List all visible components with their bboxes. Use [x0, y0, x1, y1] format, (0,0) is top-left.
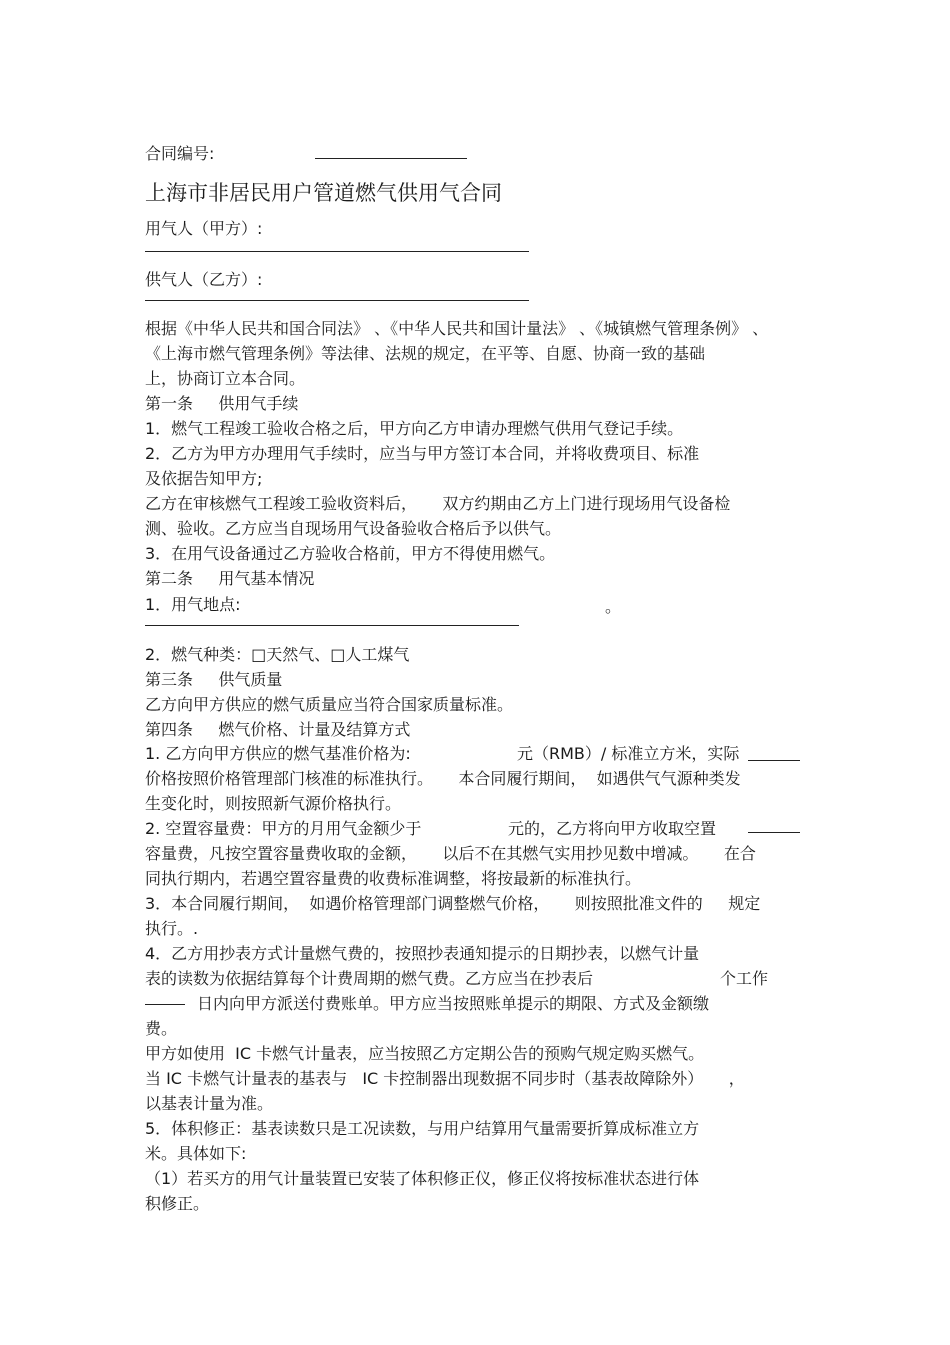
- workday-blank: [145, 1004, 185, 1005]
- paragraph-line: 测、验收。乙方应当自现场用气设备验收合格后予以供气。: [145, 519, 562, 538]
- paragraph-line: 价格按照价格管理部门核准的标准执行。 本合同履行期间， 如遇供气气源种类发: [145, 769, 741, 788]
- party-b-label: 供气人（乙方）:: [145, 270, 263, 289]
- paragraph-line: 3．本合同履行期间， 如遇价格管理部门调整燃气价格， 则按照批准文件的 规定: [145, 894, 761, 913]
- contract-number-blank: [315, 158, 467, 159]
- paragraph-line: 5．体积修正：基表读数只是工况读数，与用户结算用气量需要折算成标准立方: [145, 1119, 700, 1138]
- document-title: 上海市非居民用户管道燃气供用气合同: [145, 181, 502, 205]
- paragraph-line: 乙方在审核燃气工程竣工验收资料后， 双方约期由乙方上门进行现场用气设备检: [145, 494, 731, 513]
- party-a-label: 用气人（甲方）:: [145, 219, 263, 238]
- section-heading: 第二条 用气基本情况: [145, 569, 315, 588]
- party-b-blank: [145, 300, 529, 301]
- vacant-fee-blank: [748, 832, 800, 833]
- paragraph-line: 当 IC 卡燃气计量表的基表与 IC 卡控制器出现数据不同步时（基表故障除外） ，: [145, 1069, 745, 1088]
- paragraph-line: 日内向甲方派送付费账单。甲方应当按照账单提示的期限、方式及金额缴: [197, 994, 710, 1013]
- paragraph-line: 米。具体如下:: [145, 1144, 247, 1163]
- paragraph-line: 2．乙方为甲方办理用气手续时，应当与甲方签订本合同，并将收费项目、标准: [145, 444, 700, 463]
- paragraph-line: 2. 空置容量费：甲方的月用气金额少于: [145, 819, 422, 838]
- paragraph-line: 及依据告知甲方;: [145, 469, 263, 488]
- paragraph-line: （1）若买方的用气计量装置已安装了体积修正仪，修正仪将按标准状态进行体: [145, 1169, 700, 1188]
- section-heading: 第一条 供用气手续: [145, 394, 299, 413]
- section-heading: 第四条 燃气价格、计量及结算方式: [145, 720, 411, 739]
- paragraph-line: 费。: [145, 1019, 178, 1038]
- paragraph-line: 生变化时，则按照新气源价格执行。: [145, 794, 402, 813]
- paragraph-line: 元的，乙方将向甲方收取空置: [508, 819, 717, 838]
- paragraph-line: 根据《中华人民共和国合同法》 、《中华人民共和国计量法》 、《城镇燃气管理条例》 、: [145, 319, 769, 338]
- paragraph-line: 甲方如使用 IC 卡燃气计量表，应当按照乙方定期公告的预购气规定购买燃气。: [145, 1044, 705, 1063]
- section-heading: 第三条 供气质量: [145, 670, 283, 689]
- paragraph-line: 元（RMB）/ 标准立方米，实际: [517, 744, 740, 763]
- paragraph-line: 《上海市燃气管理条例》等法律、法规的规定，在平等、自愿、协商一致的基础: [145, 344, 706, 363]
- contract-number-label: 合同编号:: [145, 144, 215, 163]
- paragraph-line: 以基表计量为准。: [145, 1094, 274, 1113]
- paragraph-line: 1. 乙方向甲方供应的燃气基准价格为:: [145, 744, 411, 763]
- paragraph-line: 个工作: [720, 969, 769, 988]
- party-a-blank: [145, 251, 529, 252]
- paragraph-line: 表的读数为依据结算每个计费周期的燃气费。乙方应当在抄表后: [145, 969, 594, 988]
- gas-type-line: 2．燃气种类：□天然气、□人工煤气: [145, 645, 410, 664]
- period-mark: 。: [605, 597, 622, 616]
- gas-location-blank: [145, 625, 519, 626]
- paragraph-line: 4．乙方用抄表方式计量燃气费的，按照抄表通知提示的日期抄表，以燃气计量: [145, 944, 700, 963]
- price-blank: [748, 760, 800, 761]
- paragraph-line: 容量费，凡按空置容量费收取的金额， 以后不在其燃气实用抄见数中增减。 在合: [145, 844, 756, 863]
- paragraph-line: 执行。.: [145, 919, 199, 938]
- gas-location-label: 1．用气地点:: [145, 595, 241, 614]
- paragraph-line: 乙方向甲方供应的燃气质量应当符合国家质量标准。: [145, 695, 514, 714]
- paragraph-line: 积修正。: [145, 1194, 210, 1213]
- paragraph-line: 上，协商订立本合同。: [145, 369, 306, 388]
- paragraph-line: 同执行期内，若遇空置容量费的收费标准调整，将按最新的标准执行。: [145, 869, 642, 888]
- paragraph-line: 3．在用气设备通过乙方验收合格前，甲方不得使用燃气。: [145, 544, 556, 563]
- paragraph-line: 1．燃气工程竣工验收合格之后，甲方向乙方申请办理燃气供用气登记手续。: [145, 419, 684, 438]
